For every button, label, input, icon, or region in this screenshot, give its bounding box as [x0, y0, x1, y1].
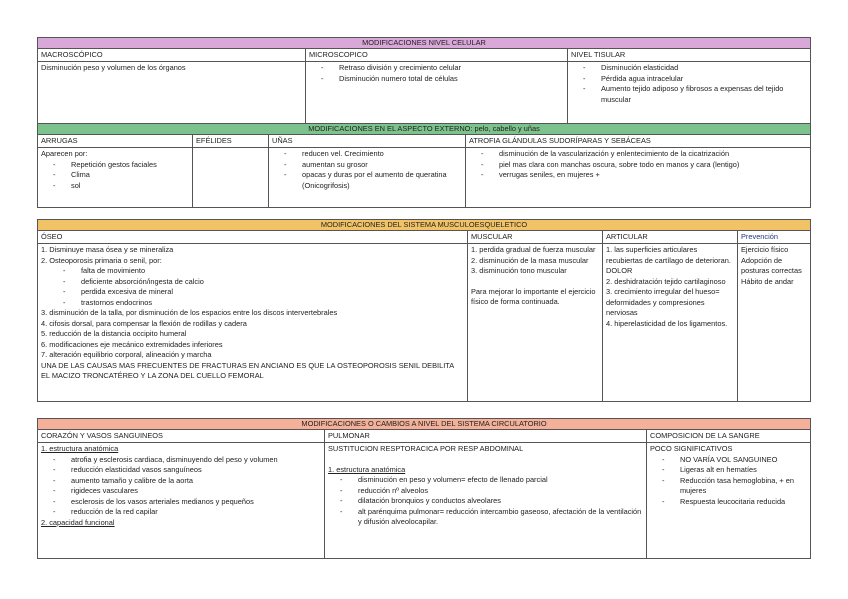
- list-item: - reducción nº alveolos: [328, 486, 643, 497]
- list-item: - deficiente absorción/ingesta de calcio: [41, 277, 464, 288]
- circulatorio-title: MODIFICACIONES O CAMBIOS A NIVEL DEL SISTEMA CIRCULATORIO: [38, 419, 811, 430]
- muscular-line: 3. disminución tono muscular: [471, 266, 567, 275]
- list-item: - rigideces vasculares: [41, 486, 321, 497]
- unas-header: UÑAS: [269, 135, 466, 148]
- oseo-header: ÓSEO: [38, 231, 468, 244]
- articular-line: 1. las superficies articulares recubiertas de cartílago de deterioran. DOLOR: [606, 245, 731, 275]
- list-item: - NO VARÍA VOL SANGUINEO: [650, 455, 807, 466]
- list-item: - reducción de la red capilar: [41, 507, 321, 518]
- articular-line: 3. crecimiento irregular del hueso= deformidades y compresiones nerviosas: [606, 287, 720, 317]
- oseo-line: 6. modificaciones eje mecánico extremidades inferiores: [41, 339, 223, 349]
- pulmonar-header: PULMONAR: [325, 430, 647, 443]
- arrugas-intro: Aparecen por:: [41, 149, 88, 158]
- list-item: - aumentan su grosor: [272, 160, 462, 171]
- oseo-line: 3. disminución de la talla, por disminución de los espacios entre los discos intervertebrales: [41, 308, 338, 317]
- list-item: - Respuesta leucocitaria reducida: [650, 497, 807, 508]
- list-item: - Disminución numero total de células: [309, 74, 564, 85]
- atrofia-cell: [466, 148, 811, 208]
- list-item: - disminución en peso y volumen= efecto de llenado parcial: [328, 475, 643, 486]
- arrugas-header: ARRUGAS: [38, 135, 193, 148]
- externo-table: [37, 123, 811, 208]
- list-item: - Repetición gestos faciales: [41, 160, 189, 171]
- list-item: - verrugas seniles, en mujeres +: [469, 170, 807, 181]
- list-item: - falta de movimiento: [41, 266, 464, 277]
- microscopico-cell: [306, 62, 568, 130]
- list-item: - trastornos endocrinos: [41, 298, 464, 309]
- oseo-line: 7. alteración equilibrio corporal, alineación y marcha: [41, 350, 212, 359]
- oseo-line: 1. Disminuye masa ósea y se mineraliza: [41, 245, 174, 254]
- oseo-note: UNA DE LAS CAUSAS MAS FRECUENTES DE FRACTURAS EN ANCIANO ES QUE LA OSTEOPOROSIS SENIL DEBILITA EL MACIZO TRONCATÉREO Y LA ZONA DEL CUELLO FEMORAL: [41, 360, 454, 380]
- oseo-line: 5. reducción de la distancia occipito humeral: [41, 329, 187, 338]
- corazon-subheading: 2. capacidad funcional: [41, 517, 115, 527]
- musculo-title: MODIFICACIONES DEL SISTEMA MUSCULOESQUELETICO: [38, 220, 811, 231]
- celular-table: [37, 37, 811, 130]
- pulmonar-intro: SUSTITUCION RESPTORACICA POR RESP ABDOMINAL: [328, 444, 524, 453]
- macroscopico-text: Disminución peso y volumen de los órganos: [38, 62, 306, 130]
- unas-cell: [269, 148, 466, 208]
- articular-cell: [603, 244, 738, 402]
- list-item: - dilatación bronquios y conductos alveolares: [328, 496, 643, 507]
- list-item: - Disminución elasticidad: [571, 63, 807, 74]
- list-item: - atrofia y esclerosis cardiaca, disminuyendo del peso y volumen: [41, 455, 321, 466]
- muscular-line: 2. disminución de la masa muscular: [471, 255, 589, 265]
- circulatorio-table: [37, 418, 811, 559]
- sangre-intro: POCO SIGNIFICATIVOS: [650, 444, 733, 453]
- atrofia-header: ATROFIA GLÁNDULAS SUDORÍPARAS Y SEBÁCEAS: [466, 135, 811, 148]
- list-item: - Retraso división y crecimiento celular: [309, 63, 564, 74]
- corazon-header: CORAZÓN Y VASOS SANGUINEOS: [38, 430, 325, 443]
- efelides-cell: [193, 148, 269, 208]
- muscular-header: MUSCULAR: [468, 231, 603, 244]
- list-item: - opacas y duras por el aumento de queratina (Onicogrifosis): [272, 170, 462, 191]
- list-item: - Ligeras alt en hematíes: [650, 465, 807, 476]
- sangre-cell: [647, 443, 811, 559]
- list-item: - Clima: [41, 170, 189, 181]
- musculo-table: [37, 219, 811, 402]
- microscopico-header: MICROSCOPICO: [306, 49, 568, 62]
- list-item: - Aumento tejido adiposo y fibrosos a expensas del tejido muscular: [571, 84, 807, 105]
- muscular-cell: [468, 244, 603, 402]
- list-item: - piel mas clara con manchas oscura, sobre todo en manos y cara (lentigo): [469, 160, 807, 171]
- list-item: - reducción elasticidad vasos sanguíneos: [41, 465, 321, 476]
- nivel-tisular-cell: [568, 62, 811, 130]
- articular-line: 2. deshidratación tejido cartilaginoso: [606, 276, 726, 286]
- celular-title: MODIFICACIONES NIVEL CELULAR: [38, 38, 811, 49]
- list-item: - aumento tamaño y calibre de la aorta: [41, 476, 321, 487]
- articular-header: ARTICULAR: [603, 231, 738, 244]
- prevencion-header: Prevención: [738, 231, 811, 244]
- corazon-cell: [38, 443, 325, 559]
- oseo-cell: [38, 244, 468, 402]
- pulmonar-cell: [325, 443, 647, 559]
- articular-line: 4. hiperelasticidad de los ligamentos.: [606, 318, 728, 328]
- list-item: - esclerosis de los vasos arteriales medianos y pequeños: [41, 497, 321, 508]
- list-item: - alt parénquima pulmonar= reducción intercambio gaseoso, afectación de la ventilación y difusión alveolocapilar.: [328, 507, 643, 528]
- arrugas-cell: [38, 148, 193, 208]
- externo-title: MODIFICACIONES EN EL ASPECTO EXTERNO: pelo, cabello y uñas: [38, 124, 811, 135]
- sangre-header: COMPOSICION DE LA SANGRE: [647, 430, 811, 443]
- oseo-line: 2. Osteoporosis primaria o senil, por:: [41, 255, 162, 265]
- macroscopico-header: MACROSCÓPICO: [38, 49, 306, 62]
- list-item: - disminución de la vascularización y enlentecimiento de la cicatrización: [469, 149, 807, 160]
- efelides-header: EFÉLIDES: [193, 135, 269, 148]
- corazon-subheading: 1. estructura anatómica: [41, 444, 119, 453]
- list-item: - Reducción tasa hemoglobina, + en mujeres: [650, 476, 807, 497]
- list-item: - Pérdida agua intracelular: [571, 74, 807, 85]
- oseo-line: 4. cifosis dorsal, para compensar la flexión de rodillas y cadera: [41, 318, 247, 328]
- muscular-line: 1. perdida gradual de fuerza muscular: [471, 245, 596, 254]
- pulmonar-subheading: 1. estructura anatómica: [328, 464, 406, 474]
- list-item: - perdida excesiva de mineral: [41, 287, 464, 298]
- muscular-note: Para mejorar lo importante el ejercicio físico de forma continuada.: [471, 286, 596, 306]
- list-item: - sol: [41, 181, 189, 192]
- prevencion-cell: Ejercicio físico Adopción de posturas correctas Hábito de andar: [738, 244, 811, 402]
- nivel-tisular-header: NIVEL TISULAR: [568, 49, 811, 62]
- list-item: - reducen vel. Crecimiento: [272, 149, 462, 160]
